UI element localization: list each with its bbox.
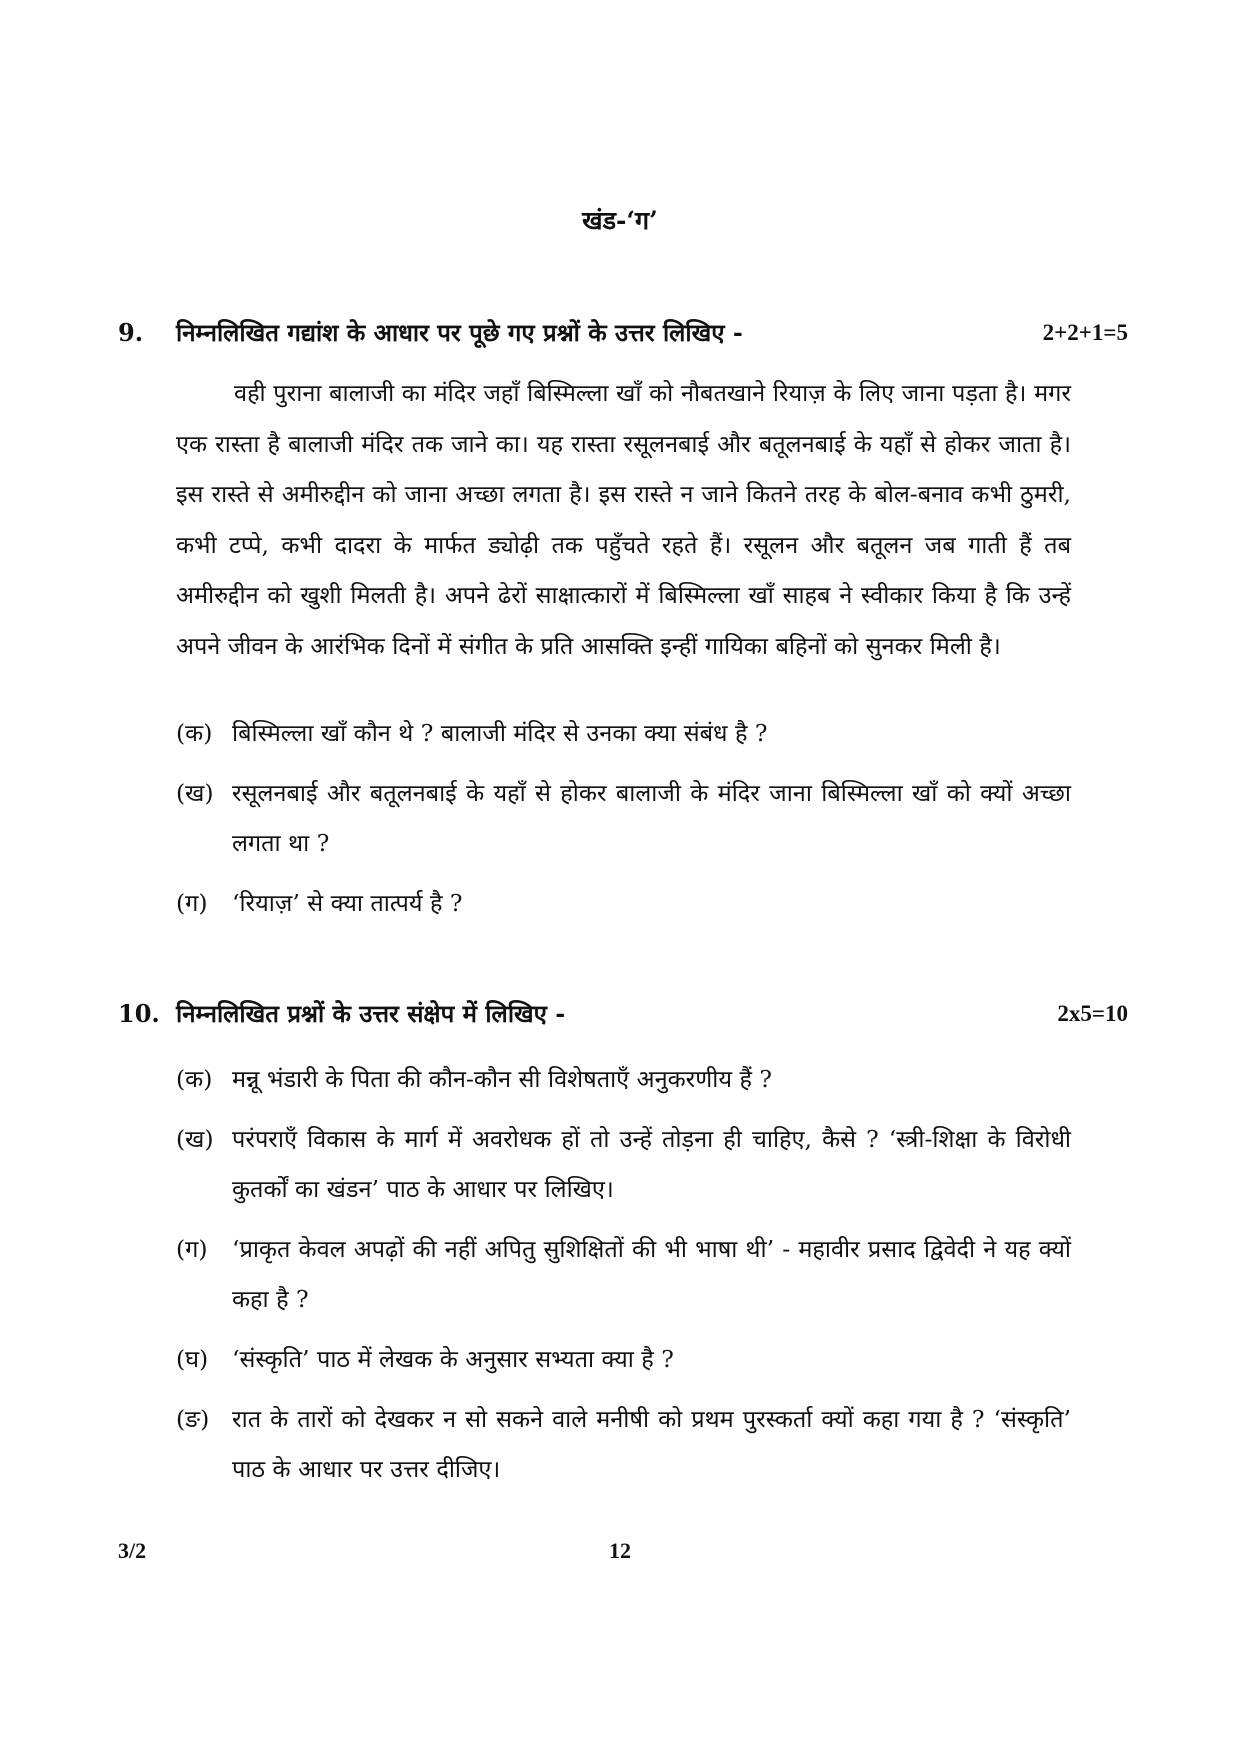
question-10-header [118,995,1128,1033]
subquestion-label: (ख) [176,1125,214,1153]
question-10-instruction: निम्नलिखित प्रश्नों के उत्तर संक्षेप में लिखिए - [176,999,566,1028]
question-9-sub-ga [176,878,1071,928]
question-9-marks: 2+2+1=5 [1042,320,1128,345]
question-10-sub-ka [176,1054,1071,1104]
subquestion-label: (घ) [176,1345,209,1373]
paper-code: 3/2 [118,1538,147,1563]
question-9-passage: वही पुराना बालाजी का मंदिर जहाँ बिस्मिल्ला खाँ को नौबतखाने रियाज़ के लिए जाना पड़ता है। मगर एक रास्ता है बालाजी मंदिर तक जाने का। यह रास्ता रसूलनबाई और बतूलनबाई के यहाँ से होकर जाता है। इस रास्ते से अमीरुद्दीन को जाना अच्छा लगता है। इस रास्ते न जाने कितने तरह के बोल-बनाव कभी ठुमरी, कभी टप्पे, कभी दादरा के मार्फत ड्योढ़ी तक पहुँचते रहते हैं। रसूलन और बतूलन जब गाती हैं तब अमीरुद्दीन को खुशी मिलती है। अपने ढेरों साक्षात्कारों में बिस्मिल्ला खाँ साहब ने स्वीकार किया है कि उन्हें अपने जीवन के आरंभिक दिनों में संगीत के प्रति आसक्ति इन्हीं गायिका बहिनों को सुनकर मिली है। [176,379,1071,660]
subquestion-label: (ख) [176,779,214,807]
question-9-sub-ka [176,708,1071,758]
subquestion-text: ‘रियाज़’ से क्या तात्पर्य है ? [232,889,463,917]
subquestion-text: मन्नू भंडारी के पिता की कौन-कौन सी विशेषताएँ अनुकरणीय हैं ? [232,1065,773,1093]
question-9-number: 9. [118,318,144,347]
subquestion-text: रात के तारों को देखकर न सो सकने वाले मनीषी को प्रथम पुरस्कर्ता क्यों कहा गया है ? ‘संस्कृति’ पाठ के आधार पर उत्तर दीजिए। [232,1405,1071,1483]
subquestion-text: परंपराएँ विकास के मार्ग में अवरोधक हों तो उन्हें तोड़ना ही चाहिए, कैसे ? ‘स्त्री-शिक्षा के विरोधी कुतर्कों का खंडन’ पाठ के आधार पर लिखिए। [232,1125,1071,1203]
subquestion-label: (ङ) [176,1405,210,1433]
page-number: 12 [609,1538,631,1563]
question-10-sub-kha [176,1114,1071,1214]
question-10-marks: 2x5=10 [1057,1001,1128,1026]
subquestion-text: ‘प्राकृत केवल अपढ़ों की नहीं अपितु सुशिक्षितों की भी भाषा थी’ - महावीर प्रसाद द्विवेदी ने यह क्यों कहा है ? [232,1235,1071,1313]
question-10-number: 10. [118,999,160,1028]
subquestion-label: (क) [176,1065,213,1093]
question-9-header [118,314,1128,352]
question-9-sub-kha [176,768,1071,868]
question-9-instruction: निम्नलिखित गद्यांश के आधार पर पूछे गए प्रश्नों के उत्तर लिखिए - [176,318,743,347]
subquestion-text: ‘संस्कृति’ पाठ में लेखक के अनुसार सभ्यता क्या है ? [232,1345,674,1373]
subquestion-label: (ग) [176,889,208,917]
subquestion-label: (ग) [176,1235,208,1263]
subquestion-text: बिस्मिल्ला खाँ कौन थे ? बालाजी मंदिर से उनका क्या संबंध है ? [232,719,768,747]
subquestion-text: रसूलनबाई और बतूलनबाई के यहाँ से होकर बालाजी के मंदिर जाना बिस्मिल्ला खाँ को क्यों अच्छा लगता था ? [232,779,1071,857]
question-10-sub-ga [176,1224,1071,1324]
question-10-sub-nga [176,1394,1071,1494]
section-title: खंड-‘ग’ [582,206,658,235]
subquestion-label: (क) [176,719,213,747]
question-10-sub-gha [176,1334,1071,1384]
